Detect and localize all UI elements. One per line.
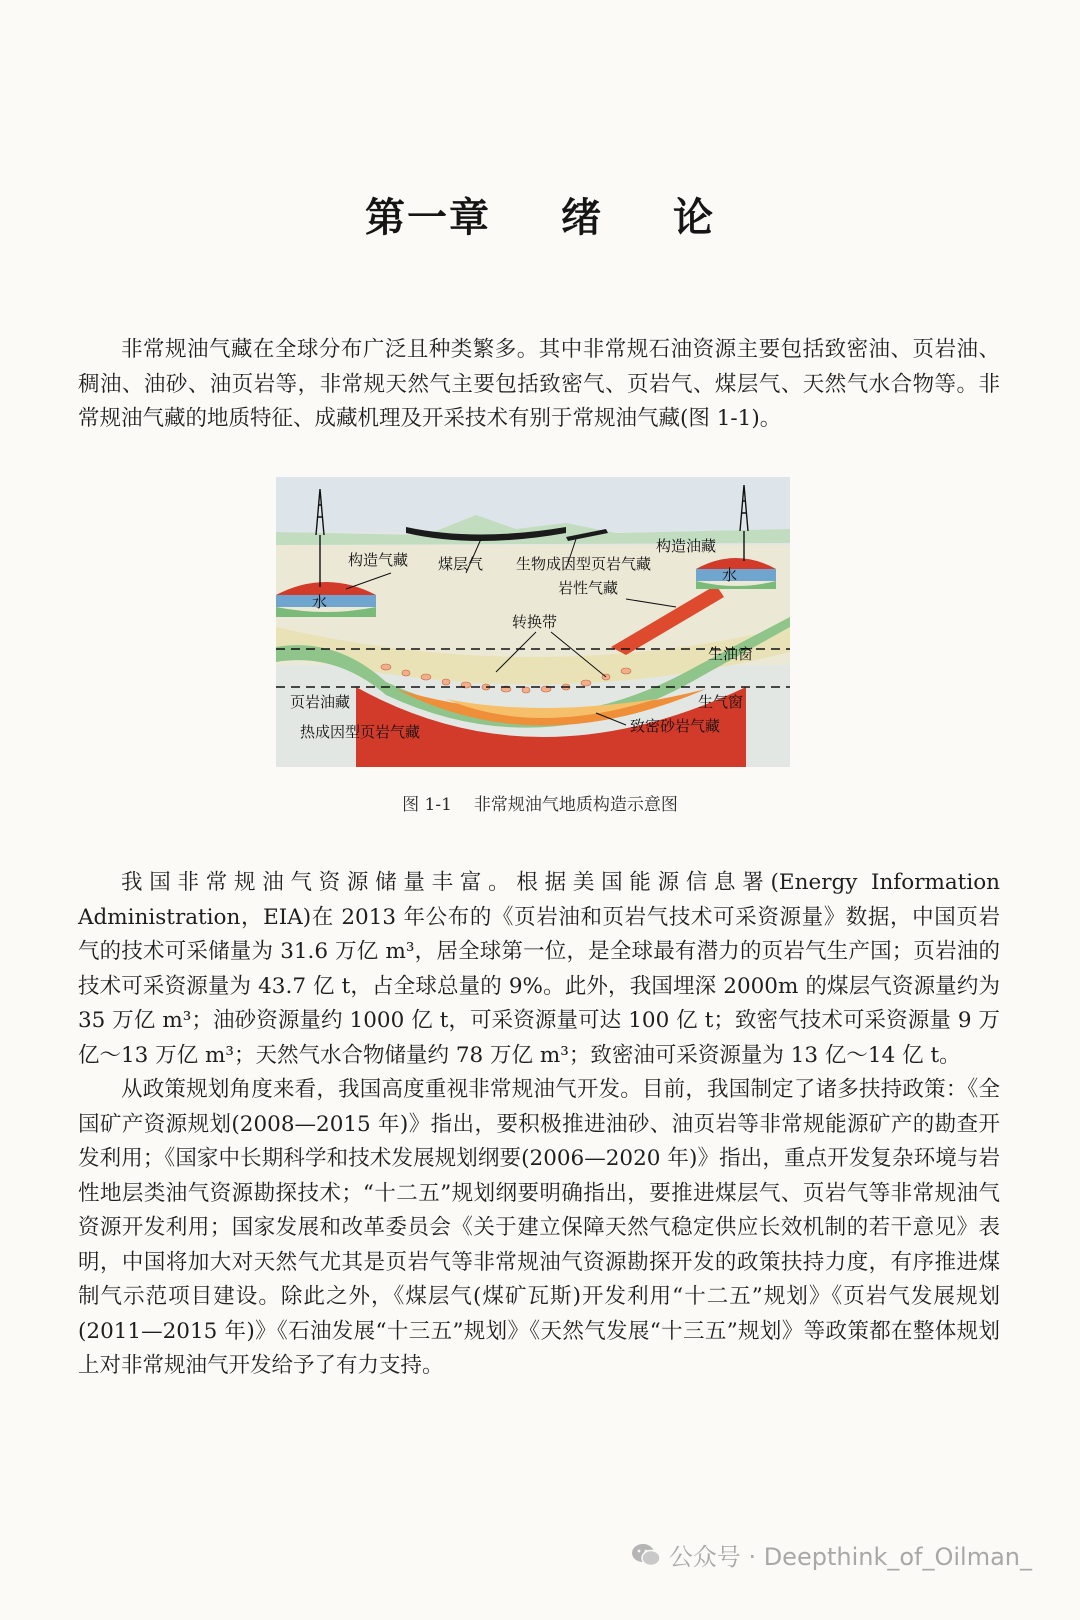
paragraph-resources: 我国非常规油气资源储量丰富。根据美国能源信息署(Energy Information Administration，EIA)在 2013 年公布的《页岩油和页岩气技术可采资源量》数据，中国页岩气的技术可采储量为 31.6 万亿 m³，居全球第一位，是全球最有潜力的页岩气生产国；页岩油的技术可采资源量为 43.7 亿 t，占全球总量的 9%。此外，我国埋深 2000m 的煤层气资源量约为 35 万亿 m³；油砂资源量约 1000 亿 t，可采资源量可达 100 亿 t；致密气技术可采资源量 9 万亿～13 万亿 m³；天然气水合物储量约 78 万亿 m³；致密油可采资源量为 13 亿～14 亿 t。 [78,870,1000,1068]
label-thermogenic-shale-gas: 热成因型页岩气藏 [300,723,421,741]
chapter-label: 第一章 [365,194,491,241]
label-structural-oil: 构造油藏 [656,537,717,555]
paragraph-policy: 从政策规划角度来看，我国高度重视非常规油气开发。目前，我国制定了诸多扶持政策：《全国矿产资源规划(2008—2015 年)》指出，要积极推进油砂、油页岩等非常规能源矿产的勘查开发利用；《国家中长期科学和技术发展规划纲要(2006—2020 年)》指出，重点开发复杂环境与岩性地层类油气资源勘探技术；“十二五”规划纲要明确指出，要推进煤层气、页岩气等非常规油气资源开发利用；国家发展和改革委员会《关于建立保障天然气稳定供应长效机制的若干意见》表明，中国将加大对天然气尤其是页岩气等非常规油气资源勘探开发的政策扶持力度，有序推进煤制气示范项目建设。除此之外，《煤层气(煤矿瓦斯)开发利用“十二五”规划》《页岩气发展规划(2011—2015 年)》《石油发展“十三五”规划》《天然气发展“十三五”规划》等政策都在整体规划上对非常规油气开发给予了有力支持。 [78,1077,1000,1378]
figure-caption [0,790,1080,815]
chapter-title-char-1: 绪 [561,194,603,241]
label-water-left: 水 [312,593,328,611]
label-structural-gas: 构造气藏 [348,551,409,569]
label-coalbed-gas: 煤层气 [438,555,484,573]
geologic-cross-section [276,477,790,767]
label-tight-sand-gas: 致密砂岩气藏 [630,717,721,735]
label-shale-oil: 页岩油藏 [290,693,351,711]
figure-geologic-diagram [276,477,790,767]
paragraph-intro: 非常规油气藏在全球分布广泛且种类繁多。其中非常规石油资源主要包括致密油、页岩油、稠油、油砂、油页岩等，非常规天然气主要包括致密气、页岩气、煤层气、天然气水合物等。非常规油气藏的地质特征、成藏机理及开采技术有别于常规油气藏(图 1-1)。 [78,337,1000,431]
watermark-text: 公众号 · Deepthink_of_Oilman_ [668,1543,1032,1571]
label-water-right: 水 [722,566,738,584]
wechat-icon [631,1542,661,1568]
sky-band [276,477,790,532]
label-gas-window: 生气窗 [698,693,744,711]
figure-number: 图 1-1 [402,795,452,815]
figure-caption-text: 非常规油气地质构造示意图 [473,795,678,815]
label-lithologic-gas: 岩性气藏 [558,579,619,597]
chapter-title-char-2: 论 [673,194,715,241]
watermark [631,1537,1032,1572]
label-biogenic-shale-gas: 生物成因型页岩气藏 [516,555,652,573]
label-transition-zone: 转换带 [512,613,558,631]
chapter-title [0,186,1080,243]
label-oil-window: 生油窗 [708,645,754,663]
